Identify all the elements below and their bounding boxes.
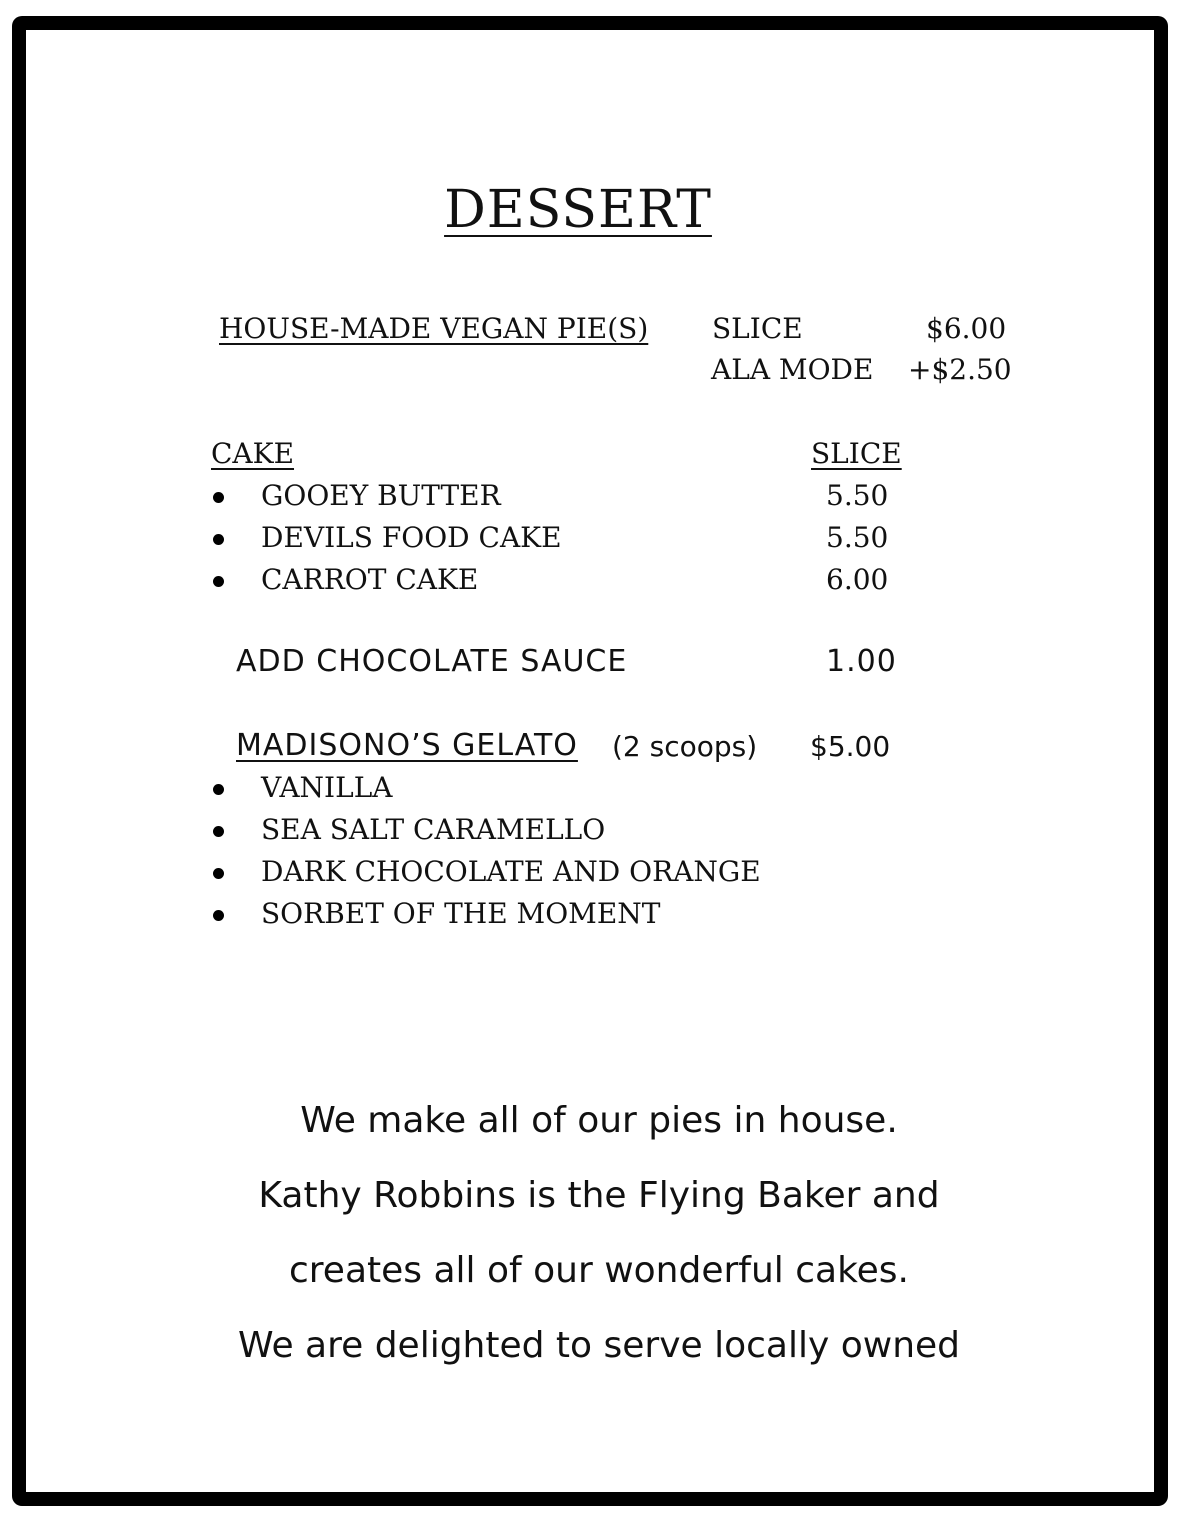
bullet: [213, 784, 224, 795]
pie-heading: HOUSE-MADE VEGAN PIE(S): [219, 312, 649, 345]
bullet: [213, 576, 224, 587]
pie-alamode-price: +$2.50: [908, 353, 1012, 386]
cake-item-name: CARROT CAKE: [261, 563, 479, 596]
gelato-flavor: SEA SALT CARAMELLO: [261, 813, 606, 846]
note-line: creates all of our wonderful cakes.: [289, 1250, 909, 1291]
cake-slice-column-label: SLICE: [811, 437, 902, 470]
cake-item-name: DEVILS FOOD CAKE: [261, 521, 562, 554]
note-line: We make all of our pies in house.: [300, 1100, 898, 1141]
gelato-flavor: SORBET OF THE MOMENT: [261, 897, 661, 930]
bullet: [213, 868, 224, 879]
bullet: [213, 910, 224, 921]
addon-chocolate-sauce-price: 1.00: [826, 644, 897, 679]
gelato-price: $5.00: [810, 730, 891, 763]
bullet: [213, 534, 224, 545]
menu-title: [0, 180, 1156, 240]
cake-item-price: 5.50: [826, 521, 889, 554]
pie-slice-price: $6.00: [926, 312, 1007, 345]
cake-heading: CAKE: [211, 437, 295, 470]
gelato-heading: MADISONO’S GELATO: [236, 728, 578, 763]
note-line: We are delighted to serve locally owned: [237, 1325, 961, 1366]
note-line: Kathy Robbins is the Flying Baker and: [258, 1175, 940, 1216]
pie-slice-label: SLICE: [712, 312, 803, 345]
cake-item-price: 5.50: [826, 479, 889, 512]
bullet: [213, 492, 224, 503]
bullet: [213, 826, 224, 837]
cake-item-name: GOOEY BUTTER: [261, 479, 501, 512]
addon-chocolate-sauce-label: ADD CHOCOLATE SAUCE: [236, 644, 628, 679]
cake-item-price: 6.00: [826, 563, 889, 596]
gelato-flavor: VANILLA: [261, 771, 393, 804]
pie-alamode-label: ALA MODE: [711, 353, 874, 386]
gelato-qualifier: (2 scoops): [612, 730, 758, 763]
gelato-flavor: DARK CHOCOLATE AND ORANGE: [261, 855, 761, 888]
menu-title-text: DESSERT: [444, 180, 712, 240]
